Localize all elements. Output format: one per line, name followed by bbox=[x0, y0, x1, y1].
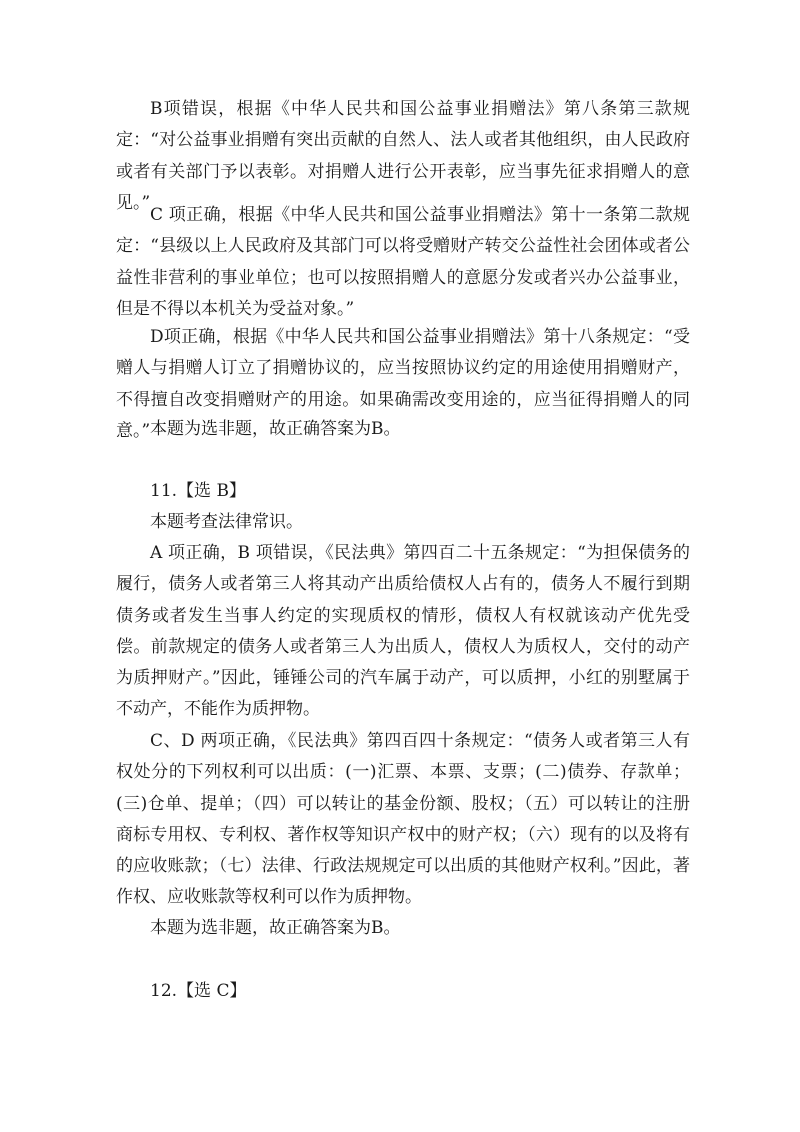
q11-heading bbox=[116, 476, 690, 507]
paragraph: D项正确，根据《中华人民共和国公益事业捐赠法》第十八条规定：“受赠人与捐赠人订立了捐赠协议的，应当按照协议约定的用途使用捐赠财产，不得擅自改变捐赠财产的用途。如果确需改变用途的，应当征得捐赠人的同意。” bbox=[116, 327, 690, 441]
paragraph: C、D 两项正确，《民法典》第四百四十条规定：“债务人或者第三人有权处分的下列权利可以出质：(一)汇票、本票、支票；(二)债券、存款单；(三)仓单、提单；（四）可以转让的基金份额、股权；（五）可以转让的注册商标专用权、专利权、著作权等知识产权中的财产权；（六）现有的以及将有的应收账款；（七）法律、行政法规规定可以出质的其他财产权利。”因此，著作权、应收账款等权利可以作为质押物。 bbox=[116, 731, 690, 908]
paragraph: 本题为选非题，故正确答案为B。 bbox=[150, 419, 401, 439]
question-heading: 12.【选 C】 bbox=[150, 981, 247, 1001]
paragraph: 本题考查法律常识。 bbox=[150, 512, 303, 532]
paragraph: C 项正确，根据《中华人民共和国公益事业捐赠法》第十一条第二款规定：“县级以上人民政府及其部门可以将受赠财产转交公益性社会团体或者公益性非营利的事业单位；也可以按照捐赠人的意愿分发或者兴办公益事业，但是不得以本机关为受益对象。” bbox=[116, 205, 690, 319]
question-heading: 11.【选 B】 bbox=[150, 481, 246, 501]
q11-option-cd-explanation bbox=[116, 726, 690, 914]
q10-option-c-explanation bbox=[116, 200, 690, 325]
paragraph: A 项正确，B 项错误，《民法典》第四百二十五条规定：“为担保债务的履行，债务人或者第三人将其动产出质给债权人占有的，债务人不履行到期债务或者发生当事人约定的实现质权的情形，债权人有权就该动产优先受偿。前款规定的债务人或者第三人为出质人，债权人为质权人，交付的动产为质押财产。”因此，锤锤公司的汽车属于动产，可以质押，小红的别墅属于不动产，不能作为质押物。 bbox=[116, 543, 690, 720]
paragraph: 本题为选非题，故正确答案为B。 bbox=[150, 918, 401, 938]
q12-heading bbox=[116, 976, 690, 1007]
q11-option-ab-explanation bbox=[116, 538, 690, 726]
q11-intro bbox=[116, 507, 690, 538]
paragraph: B项错误，根据《中华人民共和国公益事业捐赠法》第八条第三款规定：“对公益事业捐赠有突出贡献的自然人、法人或者其他组织，由人民政府或者有关部门予以表彰。对捐赠人进行公开表彰，应当事先征求捐赠人的意见。” bbox=[116, 99, 690, 213]
q10-conclusion bbox=[116, 414, 690, 445]
q11-conclusion bbox=[116, 913, 690, 944]
